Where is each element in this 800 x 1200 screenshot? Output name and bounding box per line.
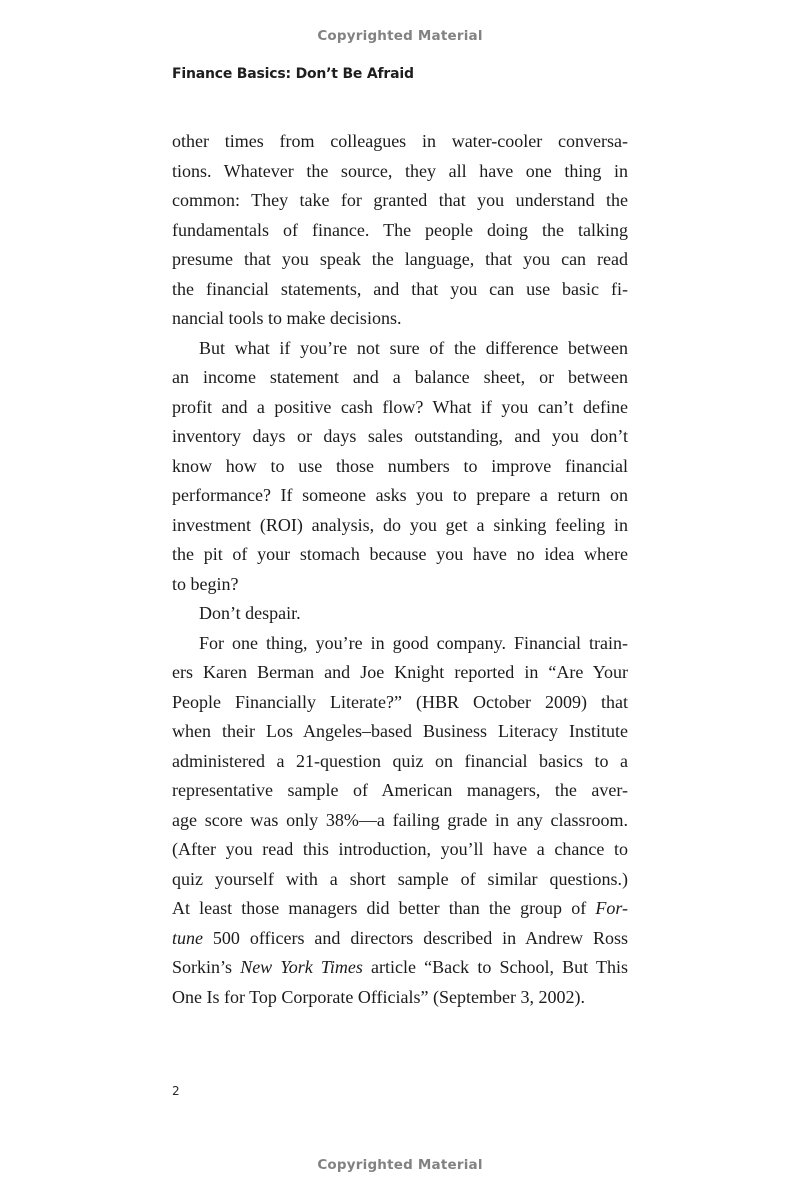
text-line	[172, 894, 628, 924]
text-segment: 500 officers and directors described in Andrew Ross	[203, 927, 628, 948]
text-segment: ers Karen Berman and Joe Knight reported in “Are Your	[172, 662, 628, 682]
body-text	[172, 127, 628, 1012]
text-segment: profit and a positive cash flow? What if you can’t define	[172, 396, 628, 417]
italic-text-segment: For-	[595, 898, 628, 918]
text-line	[172, 157, 628, 187]
text-line	[172, 452, 628, 482]
italic-text-segment: New York Times	[240, 957, 363, 977]
text-line	[172, 865, 628, 895]
text-segment: (After you read this introduction, you’ll have a chance to	[172, 839, 628, 859]
text-segment: Don’t despair.	[199, 603, 301, 623]
text-segment: age score was only 38%—a failing grade in any classroom.	[172, 809, 628, 830]
text-segment: the pit of your stomach because you have no idea where	[172, 544, 628, 564]
text-line	[172, 186, 628, 216]
text-line	[172, 983, 628, 1013]
text-line	[172, 245, 628, 275]
text-segment: quiz yourself with a short sample of similar questions.)	[172, 868, 628, 889]
text-line	[172, 393, 628, 423]
text-segment: other times from colleagues in water-cooler conversa-	[172, 131, 628, 151]
text-segment: fundamentals of finance. The people doing the talking	[172, 219, 628, 240]
text-line	[172, 629, 628, 659]
text-line	[172, 216, 628, 246]
text-line	[172, 363, 628, 393]
text-segment: investment (ROI) analysis, do you get a sinking feeling in	[172, 514, 628, 535]
text-line	[172, 599, 628, 629]
text-segment: Sorkin’s	[172, 957, 241, 977]
text-line	[172, 835, 628, 865]
text-segment: when their Los Angeles–based Business Literacy Institute	[172, 721, 628, 741]
text-segment: People Financially Literate?” (HBR October 2009) that	[172, 691, 628, 712]
text-segment: article “Back to School, But This	[362, 957, 629, 977]
text-segment: representative sample of American managers, the aver-	[172, 780, 628, 800]
text-line	[172, 806, 628, 836]
text-segment: administered a 21-question quiz on financial basics to a	[172, 750, 628, 771]
text-line	[172, 275, 628, 305]
page-number: 2	[172, 1084, 180, 1098]
text-segment: an income statement and a balance sheet, or between	[172, 367, 628, 387]
text-segment: the financial statements, and that you can use basic fi-	[172, 278, 628, 299]
text-segment: nancial tools to make decisions.	[172, 308, 402, 328]
text-line	[172, 540, 628, 570]
text-line	[172, 688, 628, 718]
text-line	[172, 717, 628, 747]
text-line	[172, 747, 628, 777]
text-line	[172, 481, 628, 511]
italic-text-segment: tune	[172, 927, 203, 948]
text-line	[172, 304, 628, 334]
text-segment: But what if you’re not sure of the difference between	[199, 337, 628, 358]
running-header: Finance Basics: Don’t Be Afraid	[172, 66, 414, 82]
copyright-notice-top: Copyrighted Material	[317, 28, 483, 44]
text-line	[172, 127, 628, 157]
text-line	[172, 924, 628, 954]
copyright-notice-bottom: Copyrighted Material	[317, 1157, 483, 1173]
text-line	[172, 776, 628, 806]
text-segment: At least those managers did better than the group of	[172, 898, 596, 918]
text-segment: presume that you speak the language, that you can read	[172, 249, 628, 269]
text-line	[172, 658, 628, 688]
text-line	[172, 422, 628, 452]
text-line	[172, 953, 628, 983]
text-segment: performance? If someone asks you to prepare a return on	[172, 485, 628, 505]
text-line	[172, 511, 628, 541]
text-segment: common: They take for granted that you understand the	[172, 190, 628, 210]
text-segment: to begin?	[172, 573, 239, 594]
text-segment: One Is for Top Corporate Officials” (September 3, 2002).	[172, 986, 585, 1007]
text-segment: tions. Whatever the source, they all have one thing in	[172, 160, 628, 181]
text-line	[172, 570, 628, 600]
text-line	[172, 334, 628, 364]
text-segment: For one thing, you’re in good company. Financial train-	[199, 632, 628, 653]
text-segment: know how to use those numbers to improve financial	[172, 455, 628, 476]
text-segment: inventory days or days sales outstanding, and you don’t	[172, 426, 628, 446]
